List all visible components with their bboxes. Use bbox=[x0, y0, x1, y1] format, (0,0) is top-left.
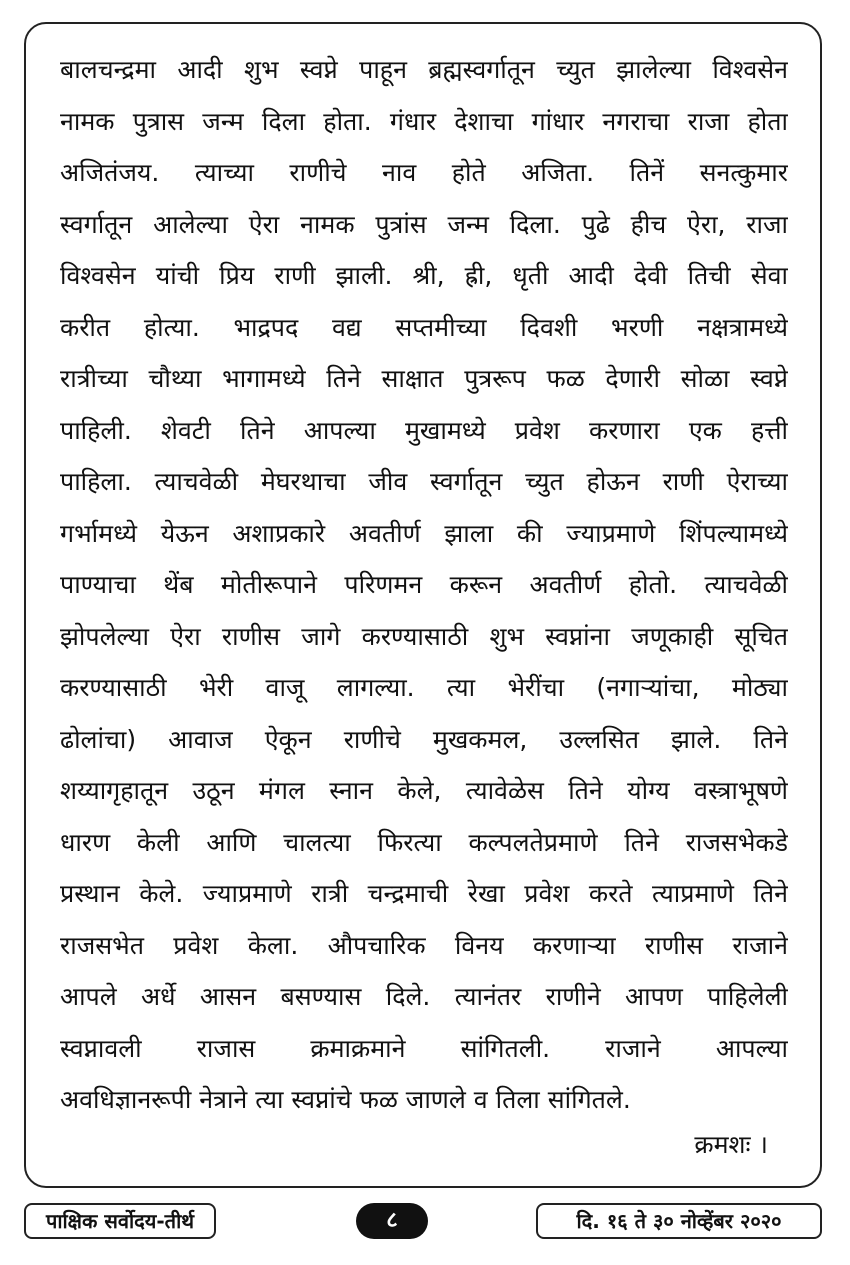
article-line: स्वप्नावली राजास क्रमाक्रमाने सांगितली. राजाने आपल्या bbox=[60, 1033, 788, 1063]
article-body bbox=[60, 44, 788, 1126]
article-line: पाण्याचा थेंब मोतीरूपाने परिणमन करून अवतीर्ण होतो. त्याचवेळी bbox=[60, 570, 788, 599]
article-line: प्रस्थान केले. ज्याप्रमाणे रात्री चन्द्रमाची रेखा प्रवेश करते त्याप्रमाणे तिने bbox=[60, 879, 788, 908]
article-line: रात्रीच्या चौथ्या भागामध्ये तिने साक्षात पुत्ररूप फळ देणारी सोळा स्वप्ने bbox=[60, 364, 788, 393]
article-line: धारण केली आणि चालत्या फिरत्या कल्पलतेप्रमाणे तिने राजसभेकडे bbox=[60, 827, 788, 857]
article-line: करीत होत्या. भाद्रपद वद्य सप्तमीच्या दिवशी भरणी नक्षत्रामध्ये bbox=[60, 312, 788, 342]
article-line: गर्भामध्ये येऊन अशाप्रकारे अवतीर्ण झाला की ज्याप्रमाणे शिंपल्यामध्ये bbox=[60, 518, 788, 548]
article-line: बालचन्द्रमा आदी शुभ स्वप्ने पाहून ब्रह्मस्वर्गातून च्युत झालेल्या विश्वसेन bbox=[60, 55, 788, 84]
article-line: ढोलांचा) आवाज ऐकून राणीचे मुखकमल, उल्लसित झाले. तिने bbox=[60, 724, 788, 754]
article-line: पाहिली. शेवटी तिने आपल्या मुखामध्ये प्रवेश करणारा एक हत्ती bbox=[60, 415, 788, 445]
continued-marker: क्रमशः । bbox=[694, 1130, 768, 1159]
article-line: पाहिला. त्याचवेळी मेघरथाचा जीव स्वर्गातून च्युत होऊन राणी ऐराच्या bbox=[60, 467, 788, 496]
article-line: अवधिज्ञानरूपी नेत्राने त्या स्वप्नांचे फळ जाणले व तिला सांगितले. bbox=[60, 1085, 631, 1114]
article-line: अजितंजय. त्याच्या राणीचे नाव होते अजिता. तिनें सनत्कुमार bbox=[60, 158, 788, 187]
page-number: ८ bbox=[356, 1203, 428, 1239]
article-line: स्वर्गातून आलेल्या ऐरा नामक पुत्रांस जन्म दिला. पुढे हीच ऐरा, राजा bbox=[60, 209, 788, 239]
article-line: आपले अर्धे आसन बसण्यास दिले. त्यानंतर राणीने आपण पाहिलेली bbox=[60, 982, 788, 1011]
article-line: विश्वसेन यांची प्रिय राणी झाली. श्री, ह्री, धृती आदी देवी तिची सेवा bbox=[60, 261, 788, 290]
publication-name: पाक्षिक सर्वोदय-तीर्थ bbox=[24, 1203, 216, 1239]
article-line: करण्यासाठी भेरी वाजू लागल्या. त्या भेरींचा (नगाऱ्यांचा, मोठ्या bbox=[60, 673, 788, 702]
issue-date: दि. १६ ते ३० नोव्हेंबर २०२० bbox=[536, 1203, 822, 1239]
article-line: शय्यागृहातून उठून मंगल स्नान केले, त्यावेळेस तिने योग्य वस्त्राभूषणे bbox=[60, 776, 788, 805]
article-line: नामक पुत्रास जन्म दिला होता. गंधार देशाचा गांधार नगराचा राजा होता bbox=[60, 106, 788, 136]
article-line: झोपलेल्या ऐरा राणीस जागे करण्यासाठी शुभ स्वप्नांना जणूकाही सूचित bbox=[60, 621, 788, 651]
article-line: राजसभेत प्रवेश केला. औपचारिक विनय करणाऱ्या राणीस राजाने bbox=[60, 930, 788, 960]
